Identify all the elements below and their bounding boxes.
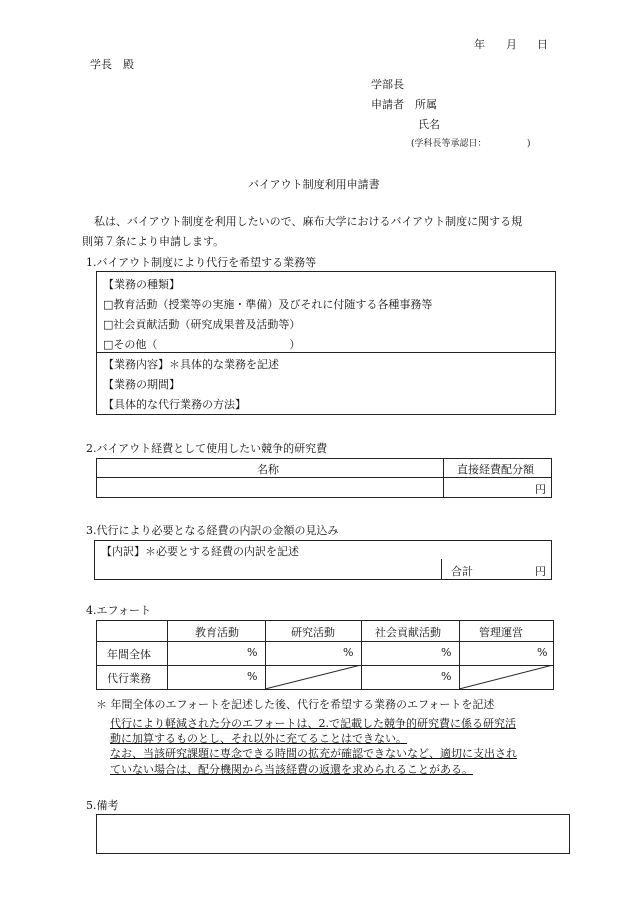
effort-row-divider-1	[97, 641, 553, 642]
section2-table	[96, 458, 552, 498]
section1-box	[96, 271, 556, 415]
remarks-box[interactable]	[96, 814, 570, 854]
section4-heading: 4.エフォート	[86, 604, 151, 617]
addressee: 学長 殿	[90, 58, 134, 71]
effort-col-social: 社会貢献活動	[375, 626, 441, 639]
section5-heading: 5.備考	[86, 799, 119, 812]
na-cell-management-diagonal	[459, 665, 553, 689]
work-content-label: 【業務内容】＊具体的な業務を記述	[103, 358, 279, 371]
pct-annual-research[interactable]: %	[343, 646, 354, 659]
effort-col-divider-1	[167, 621, 168, 689]
section1-divider	[97, 352, 555, 353]
effort-col-research: 研究活動	[291, 626, 335, 639]
intro-line-1: 私は、バイアウト制度を利用したいので、麻布大学におけるバイアウト制度に関する規	[94, 215, 523, 228]
col-name-header: 名称	[257, 463, 279, 476]
pct-annual-education[interactable]: %	[247, 646, 258, 659]
pct-proxy-education[interactable]: %	[247, 670, 258, 683]
option-education[interactable]: □教育活動（授業等の実施・準備）及びそれに付随する各種事務等	[103, 298, 433, 311]
pct-proxy-social[interactable]: %	[441, 670, 452, 683]
pct-annual-management[interactable]: %	[537, 646, 548, 659]
section2-col-divider	[443, 459, 444, 497]
effort-col-divider-3	[361, 621, 362, 689]
effort-col-management: 管理運営	[479, 626, 523, 639]
work-method-label: 【具体的な代行業務の方法】	[103, 398, 246, 411]
date-day: 日	[537, 38, 548, 51]
section2-header-divider	[97, 477, 551, 478]
document-title: バイアウト制度利用申請書	[248, 178, 380, 191]
col-amount-header: 直接経費配分額	[457, 463, 534, 476]
na-cell-research-diagonal	[265, 665, 361, 689]
section3-total-divider	[441, 559, 442, 579]
effort-note-1: ＊ 年間全体のエフォートを記述した後、代行を希望する業務のエフォートを記述	[96, 698, 495, 711]
section3-box	[94, 540, 552, 580]
applicant-affiliation-label: 申請者 所属	[371, 98, 437, 111]
effort-table	[96, 620, 554, 690]
date-month: 月	[506, 38, 517, 51]
section1-heading: 1.バイアウト制度により代行を希望する業務等	[86, 256, 317, 269]
amount-yen-unit: 円	[535, 483, 546, 496]
option-other[interactable]: □その他（ ）	[103, 338, 301, 351]
effort-note-4: なお、当該研究課題に専念できる時間の拡充が確認できないなど、適切に支出され	[110, 747, 517, 760]
work-period-label: 【業務の期間】	[103, 378, 180, 391]
section3-heading: 3.代行により必要となる経費の内訳の金額の見込み	[86, 524, 339, 537]
effort-col-education: 教育活動	[195, 626, 239, 639]
intro-line-2: 則第７条により申請します。	[82, 235, 225, 248]
effort-row-proxy: 代行業務	[107, 672, 151, 685]
approval-date-note: (学科長等承認日： )	[411, 139, 531, 149]
breakdown-label: 【内訳】＊必要とする経費の内訳を記述	[101, 545, 299, 558]
work-type-label: 【業務の種類】	[103, 278, 180, 291]
effort-note-2: 代行により軽減された分のエフォートは、2.で記載した競争的研究費に係る研究活	[110, 717, 516, 730]
total-yen-unit: 円	[535, 565, 546, 578]
effort-note-3: 動に加算するものとし、それ以外に充てることはできない。	[110, 732, 407, 745]
date-year: 年	[474, 38, 485, 51]
dept-head-label: 学部長	[371, 78, 404, 91]
section2-heading: 2.バイアウト経費として使用したい競争的研究費	[86, 442, 328, 455]
effort-row-annual: 年間全体	[107, 648, 151, 661]
pct-annual-social[interactable]: %	[441, 646, 452, 659]
total-label: 合計	[451, 565, 473, 578]
option-social-contribution[interactable]: □社会貢献活動（研究成果普及活動等）	[103, 318, 301, 331]
applicant-name-label: 氏名	[418, 118, 440, 131]
effort-note-5: ていない場合は、配分機関から当該経費の返還を求められることがある。	[110, 763, 473, 776]
